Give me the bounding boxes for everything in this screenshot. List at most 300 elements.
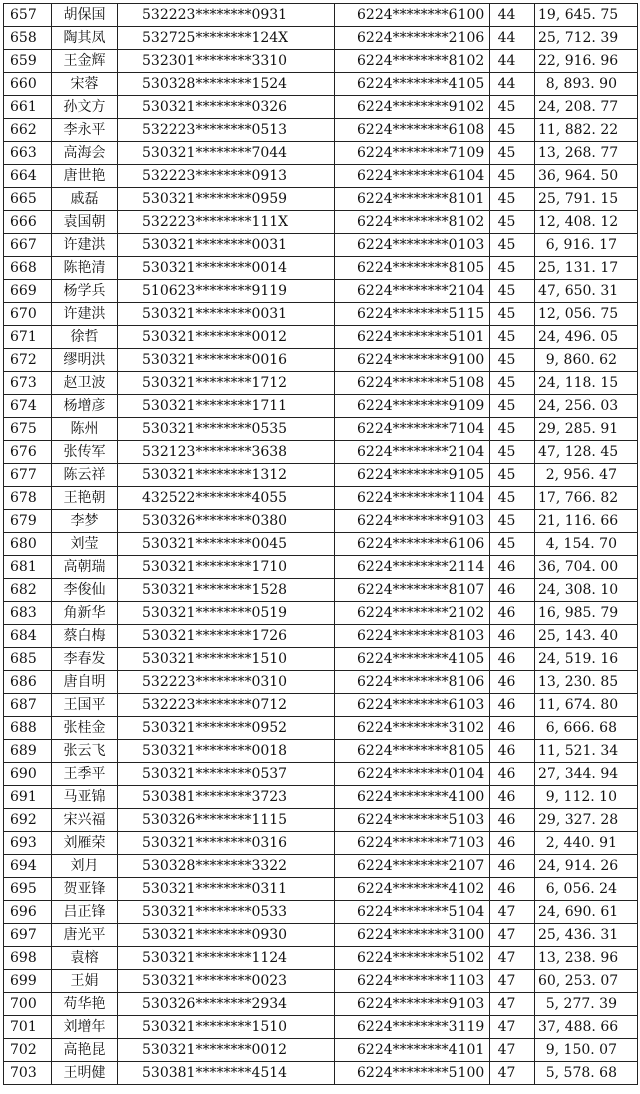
age-cell: 45 [490, 165, 535, 188]
row-number-cell: 658 [4, 27, 52, 50]
row-number-cell: 703 [4, 1062, 52, 1085]
table-row [4, 234, 638, 257]
person-name-cell: 许建洪 [52, 303, 118, 326]
id-number-cell: 532301********3310 [118, 50, 335, 73]
age-cell: 46 [490, 671, 535, 694]
account-number-cell: 6224********7109 [335, 142, 490, 165]
amount-cell: 25, 436. 31 [535, 924, 638, 947]
table-row [4, 27, 638, 50]
table-row [4, 648, 638, 671]
row-number-cell: 695 [4, 878, 52, 901]
table-row [4, 73, 638, 96]
account-number-cell: 6224********6106 [335, 533, 490, 556]
age-cell: 47 [490, 1062, 535, 1085]
amount-cell: 6, 666. 68 [535, 717, 638, 740]
row-number-cell: 698 [4, 947, 52, 970]
age-cell: 45 [490, 119, 535, 142]
person-name-cell: 杨学兵 [52, 280, 118, 303]
amount-cell: 36, 704. 00 [535, 556, 638, 579]
row-number-cell: 663 [4, 142, 52, 165]
account-number-cell: 6224********6100 [335, 4, 490, 27]
amount-cell: 4, 154. 70 [535, 533, 638, 556]
amount-cell: 5, 578. 68 [535, 1062, 638, 1085]
age-cell: 47 [490, 947, 535, 970]
table-row [4, 602, 638, 625]
account-number-cell: 6224********8101 [335, 188, 490, 211]
person-name-cell: 宋蓉 [52, 73, 118, 96]
row-number-cell: 657 [4, 4, 52, 27]
id-number-cell: 530321********0012 [118, 1039, 335, 1062]
person-name-cell: 李永平 [52, 119, 118, 142]
amount-cell: 24, 256. 03 [535, 395, 638, 418]
amount-cell: 24, 308. 10 [535, 579, 638, 602]
table-row [4, 1039, 638, 1062]
id-number-cell: 530321********1124 [118, 947, 335, 970]
person-name-cell: 王季平 [52, 763, 118, 786]
age-cell: 46 [490, 878, 535, 901]
row-number-cell: 676 [4, 441, 52, 464]
age-cell: 45 [490, 234, 535, 257]
table-row [4, 188, 638, 211]
row-number-cell: 690 [4, 763, 52, 786]
id-number-cell: 530321********0930 [118, 924, 335, 947]
person-name-cell: 蔡白梅 [52, 625, 118, 648]
row-number-cell: 687 [4, 694, 52, 717]
row-number-cell: 672 [4, 349, 52, 372]
id-number-cell: 530321********0014 [118, 257, 335, 280]
row-number-cell: 667 [4, 234, 52, 257]
person-name-cell: 张传军 [52, 441, 118, 464]
amount-cell: 25, 131. 17 [535, 257, 638, 280]
amount-cell: 24, 208. 77 [535, 96, 638, 119]
amount-cell: 24, 519. 16 [535, 648, 638, 671]
account-number-cell: 6224********4100 [335, 786, 490, 809]
account-number-cell: 6224********2107 [335, 855, 490, 878]
age-cell: 45 [490, 211, 535, 234]
person-name-cell: 杨增彦 [52, 395, 118, 418]
age-cell: 44 [490, 73, 535, 96]
row-number-cell: 660 [4, 73, 52, 96]
amount-cell: 13, 230. 85 [535, 671, 638, 694]
age-cell: 45 [490, 257, 535, 280]
age-cell: 45 [490, 487, 535, 510]
id-number-cell: 530321********1726 [118, 625, 335, 648]
age-cell: 44 [490, 27, 535, 50]
table-row [4, 901, 638, 924]
person-name-cell: 刘莹 [52, 533, 118, 556]
person-name-cell: 孙文方 [52, 96, 118, 119]
age-cell: 45 [490, 510, 535, 533]
account-number-cell: 6224********1103 [335, 970, 490, 993]
amount-cell: 24, 690. 61 [535, 901, 638, 924]
row-number-cell: 693 [4, 832, 52, 855]
person-name-cell: 吕正锋 [52, 901, 118, 924]
row-number-cell: 688 [4, 717, 52, 740]
table-row [4, 763, 638, 786]
table-row [4, 96, 638, 119]
id-number-cell: 530321********0326 [118, 96, 335, 119]
person-name-cell: 王艳朝 [52, 487, 118, 510]
person-name-cell: 李春发 [52, 648, 118, 671]
id-number-cell: 530321********1528 [118, 579, 335, 602]
person-name-cell: 陈州 [52, 418, 118, 441]
row-number-cell: 671 [4, 326, 52, 349]
account-number-cell: 6224********0104 [335, 763, 490, 786]
person-name-cell: 陶其凤 [52, 27, 118, 50]
amount-cell: 25, 712. 39 [535, 27, 638, 50]
account-number-cell: 6224********9103 [335, 993, 490, 1016]
age-cell: 46 [490, 786, 535, 809]
person-name-cell: 缪明洪 [52, 349, 118, 372]
row-number-cell: 675 [4, 418, 52, 441]
row-number-cell: 696 [4, 901, 52, 924]
amount-cell: 21, 116. 66 [535, 510, 638, 533]
person-name-cell: 角新华 [52, 602, 118, 625]
id-number-cell: 530321********0023 [118, 970, 335, 993]
amount-cell: 2, 440. 91 [535, 832, 638, 855]
age-cell: 47 [490, 1039, 535, 1062]
account-number-cell: 6224********8105 [335, 257, 490, 280]
person-name-cell: 宋兴福 [52, 809, 118, 832]
amount-cell: 60, 253. 07 [535, 970, 638, 993]
age-cell: 47 [490, 924, 535, 947]
age-cell: 46 [490, 717, 535, 740]
age-cell: 46 [490, 763, 535, 786]
account-number-cell: 6224********5103 [335, 809, 490, 832]
row-number-cell: 684 [4, 625, 52, 648]
row-number-cell: 683 [4, 602, 52, 625]
person-name-cell: 唐光平 [52, 924, 118, 947]
age-cell: 45 [490, 326, 535, 349]
amount-cell: 19, 645. 75 [535, 4, 638, 27]
row-number-cell: 669 [4, 280, 52, 303]
id-number-cell: 530321********0316 [118, 832, 335, 855]
person-name-cell: 陈艳清 [52, 257, 118, 280]
person-name-cell: 陈云祥 [52, 464, 118, 487]
table-row [4, 280, 638, 303]
age-cell: 45 [490, 303, 535, 326]
amount-cell: 25, 791. 15 [535, 188, 638, 211]
id-number-cell: 530321********0537 [118, 763, 335, 786]
row-number-cell: 700 [4, 993, 52, 1016]
row-number-cell: 670 [4, 303, 52, 326]
age-cell: 46 [490, 556, 535, 579]
amount-cell: 24, 496. 05 [535, 326, 638, 349]
row-number-cell: 665 [4, 188, 52, 211]
id-number-cell: 432522********4055 [118, 487, 335, 510]
table-row [4, 855, 638, 878]
person-name-cell: 王娟 [52, 970, 118, 993]
id-number-cell: 530326********1115 [118, 809, 335, 832]
account-number-cell: 6224********9100 [335, 349, 490, 372]
id-number-cell: 532123********3638 [118, 441, 335, 464]
age-cell: 47 [490, 970, 535, 993]
account-number-cell: 6224********6103 [335, 694, 490, 717]
table-row [4, 625, 638, 648]
table-row [4, 947, 638, 970]
table-row [4, 165, 638, 188]
account-number-cell: 6224********6108 [335, 119, 490, 142]
id-number-cell: 530328********1524 [118, 73, 335, 96]
age-cell: 46 [490, 855, 535, 878]
amount-cell: 36, 964. 50 [535, 165, 638, 188]
table-row [4, 1016, 638, 1039]
row-number-cell: 682 [4, 579, 52, 602]
person-name-cell: 刘月 [52, 855, 118, 878]
amount-cell: 6, 916. 17 [535, 234, 638, 257]
id-number-cell: 532223********0712 [118, 694, 335, 717]
table-row [4, 395, 638, 418]
account-number-cell: 6224********8102 [335, 50, 490, 73]
table-row [4, 717, 638, 740]
age-cell: 45 [490, 349, 535, 372]
account-number-cell: 6224********9109 [335, 395, 490, 418]
amount-cell: 8, 893. 90 [535, 73, 638, 96]
amount-cell: 22, 916. 96 [535, 50, 638, 73]
account-number-cell: 6224********6104 [335, 165, 490, 188]
id-number-cell: 530328********3322 [118, 855, 335, 878]
id-number-cell: 530321********0535 [118, 418, 335, 441]
account-number-cell: 6224********0103 [335, 234, 490, 257]
account-number-cell: 6224********9102 [335, 96, 490, 119]
age-cell: 45 [490, 96, 535, 119]
row-number-cell: 694 [4, 855, 52, 878]
table-row [4, 740, 638, 763]
account-number-cell: 6224********3102 [335, 717, 490, 740]
table-row [4, 533, 638, 556]
table-row [4, 257, 638, 280]
account-number-cell: 6224********2104 [335, 441, 490, 464]
account-number-cell: 6224********8103 [335, 625, 490, 648]
table-row [4, 487, 638, 510]
id-number-cell: 530321********1711 [118, 395, 335, 418]
account-number-cell: 6224********4102 [335, 878, 490, 901]
table-row [4, 510, 638, 533]
table-row [4, 372, 638, 395]
table-row [4, 671, 638, 694]
account-number-cell: 6224********9105 [335, 464, 490, 487]
id-number-cell: 532223********0310 [118, 671, 335, 694]
table-row [4, 924, 638, 947]
row-number-cell: 689 [4, 740, 52, 763]
person-name-cell: 高朝瑞 [52, 556, 118, 579]
person-name-cell: 戚磊 [52, 188, 118, 211]
account-number-cell: 6224********8105 [335, 740, 490, 763]
person-name-cell: 高海会 [52, 142, 118, 165]
age-cell: 46 [490, 648, 535, 671]
person-name-cell: 王国平 [52, 694, 118, 717]
person-name-cell: 张桂金 [52, 717, 118, 740]
table-row [4, 832, 638, 855]
row-number-cell: 673 [4, 372, 52, 395]
table-row [4, 694, 638, 717]
amount-cell: 13, 268. 77 [535, 142, 638, 165]
table-body [4, 4, 638, 1085]
table-row [4, 349, 638, 372]
table-row [4, 303, 638, 326]
age-cell: 46 [490, 602, 535, 625]
account-number-cell: 6224********9103 [335, 510, 490, 533]
amount-cell: 13, 238. 96 [535, 947, 638, 970]
row-number-cell: 701 [4, 1016, 52, 1039]
amount-cell: 29, 327. 28 [535, 809, 638, 832]
age-cell: 45 [490, 142, 535, 165]
age-cell: 45 [490, 188, 535, 211]
id-number-cell: 530321********0012 [118, 326, 335, 349]
person-name-cell: 唐自明 [52, 671, 118, 694]
id-number-cell: 532223********0931 [118, 4, 335, 27]
id-number-cell: 530321********0031 [118, 234, 335, 257]
row-number-cell: 699 [4, 970, 52, 993]
table-row [4, 970, 638, 993]
amount-cell: 29, 285. 91 [535, 418, 638, 441]
table-row [4, 119, 638, 142]
age-cell: 44 [490, 4, 535, 27]
id-number-cell: 530321********0533 [118, 901, 335, 924]
age-cell: 46 [490, 694, 535, 717]
id-number-cell: 530321********1312 [118, 464, 335, 487]
account-number-cell: 6224********3119 [335, 1016, 490, 1039]
account-number-cell: 6224********2104 [335, 280, 490, 303]
person-name-cell: 刘雁荣 [52, 832, 118, 855]
person-name-cell: 徐哲 [52, 326, 118, 349]
account-number-cell: 6224********5104 [335, 901, 490, 924]
row-number-cell: 668 [4, 257, 52, 280]
amount-cell: 25, 143. 40 [535, 625, 638, 648]
row-number-cell: 680 [4, 533, 52, 556]
table-row [4, 993, 638, 1016]
row-number-cell: 692 [4, 809, 52, 832]
payment-table [3, 3, 638, 1085]
person-name-cell: 王金辉 [52, 50, 118, 73]
amount-cell: 6, 056. 24 [535, 878, 638, 901]
table-row [4, 211, 638, 234]
table-row [4, 4, 638, 27]
account-number-cell: 6224********2102 [335, 602, 490, 625]
account-number-cell: 6224********5115 [335, 303, 490, 326]
id-number-cell: 530321********1510 [118, 1016, 335, 1039]
id-number-cell: 530381********3723 [118, 786, 335, 809]
id-number-cell: 530381********4514 [118, 1062, 335, 1085]
account-number-cell: 6224********8102 [335, 211, 490, 234]
amount-cell: 12, 408. 12 [535, 211, 638, 234]
id-number-cell: 530321********1710 [118, 556, 335, 579]
account-number-cell: 6224********8106 [335, 671, 490, 694]
table-row [4, 579, 638, 602]
amount-cell: 47, 128. 45 [535, 441, 638, 464]
account-number-cell: 6224********3100 [335, 924, 490, 947]
row-number-cell: 691 [4, 786, 52, 809]
person-name-cell: 袁榕 [52, 947, 118, 970]
row-number-cell: 661 [4, 96, 52, 119]
row-number-cell: 702 [4, 1039, 52, 1062]
account-number-cell: 6224********7104 [335, 418, 490, 441]
age-cell: 47 [490, 1016, 535, 1039]
person-name-cell: 李梦 [52, 510, 118, 533]
amount-cell: 24, 118. 15 [535, 372, 638, 395]
id-number-cell: 510623********9119 [118, 280, 335, 303]
amount-cell: 24, 914. 26 [535, 855, 638, 878]
account-number-cell: 6224********4105 [335, 648, 490, 671]
age-cell: 45 [490, 441, 535, 464]
id-number-cell: 530321********0952 [118, 717, 335, 740]
id-number-cell: 530321********1510 [118, 648, 335, 671]
table-row [4, 326, 638, 349]
row-number-cell: 662 [4, 119, 52, 142]
age-cell: 47 [490, 901, 535, 924]
amount-cell: 16, 985. 79 [535, 602, 638, 625]
amount-cell: 17, 766. 82 [535, 487, 638, 510]
id-number-cell: 532725********124X [118, 27, 335, 50]
id-number-cell: 530321********0031 [118, 303, 335, 326]
person-name-cell: 贺亚锋 [52, 878, 118, 901]
id-number-cell: 532223********0913 [118, 165, 335, 188]
age-cell: 45 [490, 533, 535, 556]
account-number-cell: 6224********2114 [335, 556, 490, 579]
table-row [4, 786, 638, 809]
row-number-cell: 659 [4, 50, 52, 73]
account-number-cell: 6224********5102 [335, 947, 490, 970]
person-name-cell: 王明健 [52, 1062, 118, 1085]
row-number-cell: 681 [4, 556, 52, 579]
table-row [4, 441, 638, 464]
id-number-cell: 530321********0311 [118, 878, 335, 901]
person-name-cell: 高艳昆 [52, 1039, 118, 1062]
person-name-cell: 胡保国 [52, 4, 118, 27]
amount-cell: 47, 650. 31 [535, 280, 638, 303]
row-number-cell: 678 [4, 487, 52, 510]
person-name-cell: 苟华艳 [52, 993, 118, 1016]
amount-cell: 11, 521. 34 [535, 740, 638, 763]
table-row [4, 418, 638, 441]
row-number-cell: 674 [4, 395, 52, 418]
person-name-cell: 赵卫波 [52, 372, 118, 395]
account-number-cell: 6224********8107 [335, 579, 490, 602]
amount-cell: 9, 112. 10 [535, 786, 638, 809]
amount-cell: 5, 277. 39 [535, 993, 638, 1016]
age-cell: 46 [490, 809, 535, 832]
account-number-cell: 6224********4101 [335, 1039, 490, 1062]
account-number-cell: 6224********5100 [335, 1062, 490, 1085]
age-cell: 47 [490, 993, 535, 1016]
row-number-cell: 664 [4, 165, 52, 188]
table-row [4, 809, 638, 832]
id-number-cell: 532223********0513 [118, 119, 335, 142]
age-cell: 46 [490, 579, 535, 602]
table-row [4, 878, 638, 901]
row-number-cell: 666 [4, 211, 52, 234]
row-number-cell: 686 [4, 671, 52, 694]
id-number-cell: 530321********0519 [118, 602, 335, 625]
age-cell: 46 [490, 625, 535, 648]
amount-cell: 11, 882. 22 [535, 119, 638, 142]
age-cell: 46 [490, 740, 535, 763]
id-number-cell: 532223********111X [118, 211, 335, 234]
amount-cell: 37, 488. 66 [535, 1016, 638, 1039]
table-row [4, 50, 638, 73]
account-number-cell: 6224********4105 [335, 73, 490, 96]
row-number-cell: 677 [4, 464, 52, 487]
person-name-cell: 唐世艳 [52, 165, 118, 188]
person-name-cell: 马亚锦 [52, 786, 118, 809]
amount-cell: 9, 150. 07 [535, 1039, 638, 1062]
table-row [4, 464, 638, 487]
age-cell: 45 [490, 280, 535, 303]
row-number-cell: 679 [4, 510, 52, 533]
id-number-cell: 530321********1712 [118, 372, 335, 395]
table-row [4, 1062, 638, 1085]
account-number-cell: 6224********5108 [335, 372, 490, 395]
